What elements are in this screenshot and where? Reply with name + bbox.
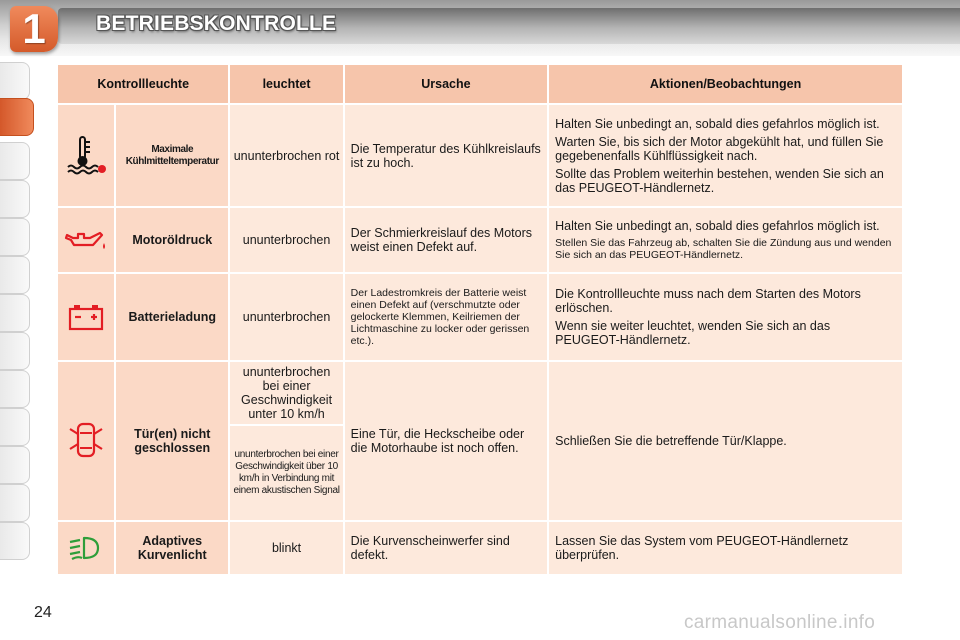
oil-pressure-icon	[64, 226, 108, 254]
page-number: 24	[34, 604, 52, 621]
lit-cell: ununterbrochen	[230, 208, 342, 272]
coolant-temperature-icon	[64, 134, 108, 178]
table-row	[58, 105, 902, 206]
actions-cell	[549, 274, 902, 360]
header-actions: Aktionen/Beobachtungen	[549, 65, 902, 103]
chapter-tab-3[interactable]	[0, 142, 30, 180]
action-text: Sollte das Problem weiterhin bestehen, wenden Sie sich an das PEUGEOT-Händlernetz.	[555, 166, 884, 195]
header-cause: Ursache	[345, 65, 547, 103]
table-row	[58, 274, 902, 360]
lamp-name-cell: Maximale Kühlmitteltemperatur	[116, 105, 228, 206]
table-row	[58, 208, 902, 272]
lit-cell: ununterbrochen	[230, 274, 342, 360]
action-text: Warten Sie, bis sich der Motor abgekühlt hat, und füllen Sie gegebenenfalls Kühlflüssigkeit nach.	[555, 134, 884, 163]
chapter-tab-10[interactable]	[0, 408, 30, 446]
chapter-number: 1	[22, 5, 46, 52]
icon-cell	[58, 274, 114, 360]
actions-cell: Schließen Sie die betreffende Tür/Klappe.	[549, 362, 902, 520]
cause-cell: Die Temperatur des Kühlkreislaufs ist zu hoch.	[345, 105, 547, 206]
chapter-badge	[10, 6, 58, 52]
chapter-tab-12[interactable]	[0, 484, 30, 522]
chapter-tab-active[interactable]	[0, 98, 34, 136]
chapter-tab-1[interactable]	[0, 62, 30, 100]
table-row	[58, 522, 902, 574]
actions-cell	[549, 208, 902, 272]
lamp-name-cell: Batterieladung	[116, 274, 228, 360]
adaptive-headlamp-icon	[66, 533, 106, 563]
chapter-tab-6[interactable]	[0, 256, 30, 294]
lit-cell: blinkt	[230, 522, 342, 574]
lit-cell	[230, 426, 342, 520]
lamp-name-cell: Adaptives Kurvenlicht	[116, 522, 228, 574]
actions-cell	[549, 105, 902, 206]
table-header-row	[58, 65, 902, 103]
action-text: Halten Sie unbedingt an, sobald dies gefahrlos möglich ist.	[555, 116, 880, 131]
chapter-tab-13[interactable]	[0, 522, 30, 560]
table-row	[58, 362, 902, 424]
lamp-name-cell: Tür(en) nicht geschlossen	[116, 362, 228, 520]
watermark: carmanualsonline.info	[684, 612, 876, 633]
header-lit: leuchtet	[230, 65, 342, 103]
page-title: BETRIEBSKONTROLLE	[96, 12, 337, 35]
lit-text: ununterbrochen bei einer Geschwindigkeit über 10 km/h in Verbindung mit einem akustischen Signal	[233, 449, 340, 496]
chapter-tab-8[interactable]	[0, 332, 30, 370]
lit-cell: ununterbrochen bei einer Geschwindigkeit unter 10 km/h	[230, 362, 342, 424]
action-text: Halten Sie unbedingt an, sobald dies gefahrlos möglich ist.	[555, 219, 880, 233]
icon-cell	[58, 208, 114, 272]
lit-cell: ununterbrochen rot	[230, 105, 342, 206]
action-text: Die Kontrollleuchte muss nach dem Starten des Motors erlöschen.	[555, 287, 861, 315]
header-warning-lamp: Kontrollleuchte	[58, 65, 228, 103]
door-open-icon	[66, 418, 106, 464]
chapter-tab-5[interactable]	[0, 218, 30, 256]
warning-lamp-table	[56, 63, 904, 576]
action-text: Wenn sie weiter leuchtet, wenden Sie sich an das PEUGEOT-Händlernetz.	[555, 319, 831, 347]
icon-cell	[58, 522, 114, 574]
cause-cell: Die Kurvenscheinwerfer sind defekt.	[345, 522, 547, 574]
chapter-tab-7[interactable]	[0, 294, 30, 332]
cause-cell: Der Schmierkreislauf des Motors weist einen Defekt auf.	[345, 208, 547, 272]
chapter-tabs	[0, 62, 34, 576]
chapter-tab-4[interactable]	[0, 180, 30, 218]
lamp-name-cell: Motoröldruck	[116, 208, 228, 272]
icon-cell	[58, 105, 114, 206]
battery-icon	[66, 302, 106, 332]
chapter-tab-9[interactable]	[0, 370, 30, 408]
cause-cell: Eine Tür, die Heckscheibe oder die Motorhaube ist noch offen.	[345, 362, 547, 520]
warning-lamp-table-wrapper	[56, 63, 904, 576]
action-text: Stellen Sie das Fahrzeug ab, schalten Sie die Zündung aus und wenden Sie sich an das PEUGEOT-Händlernetz.	[555, 237, 892, 261]
icon-cell	[58, 362, 114, 520]
chapter-tab-11[interactable]	[0, 446, 30, 484]
actions-cell: Lassen Sie das System vom PEUGEOT-Händlernetz überprüfen.	[549, 522, 902, 574]
cause-cell: Der Ladestromkreis der Batterie weist einen Defekt auf (verschmutzte oder gelockerte Klemmen, Keilriemen der Lichtmaschine zu locker oder gerissen etc.).	[345, 274, 547, 360]
